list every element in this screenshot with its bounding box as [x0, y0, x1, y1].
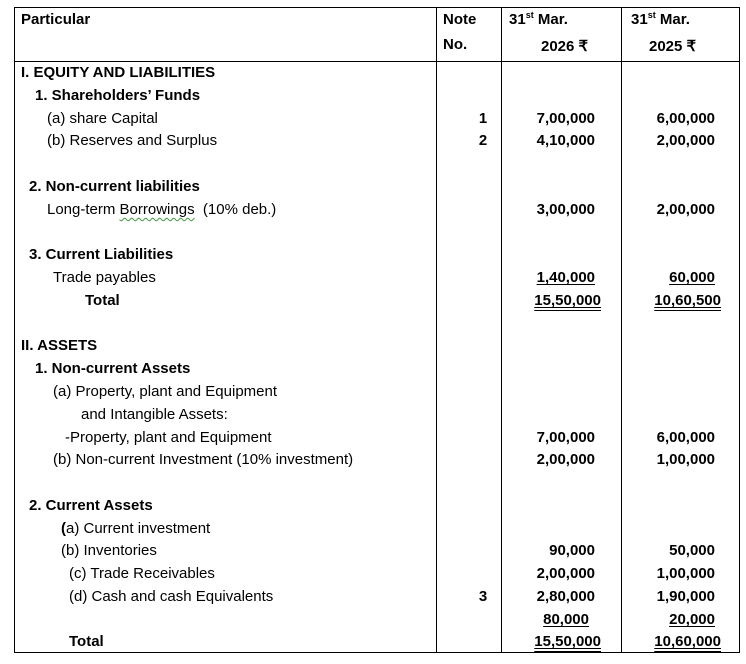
header-note-line1: Note	[443, 11, 477, 28]
noncurrent-liabilities-heading: 2. Non-current liabilities	[29, 178, 200, 195]
ppe-item-2026: 7,00,000	[536, 429, 595, 446]
share-capital-2025: 6,00,000	[656, 110, 715, 127]
trade-payables-2026: 1,40,000	[536, 269, 595, 286]
equity-total-2025: 10,60,500	[654, 292, 721, 309]
assets-total-2025: 10,60,000	[654, 633, 721, 650]
cash-2026: 2,80,000	[536, 588, 595, 605]
section-assets-heading: II. ASSETS	[21, 337, 98, 354]
reserves-note: 2	[478, 132, 488, 149]
inventories-label: (b) Inventories	[61, 542, 157, 559]
balance-sheet-table	[14, 7, 740, 653]
ppe-line2: and Intangible Assets:	[81, 406, 228, 423]
assets-total-label: Total	[69, 633, 104, 650]
ppe-item-2025: 6,00,000	[656, 429, 715, 446]
borrowings-label-post: (10% deb.)	[194, 201, 277, 218]
header-2026-sup: st	[525, 10, 534, 20]
assets-total-2026: 15,50,000	[534, 633, 601, 650]
trade-payables-label: Trade payables	[53, 269, 156, 286]
receivables-label: (c) Trade Receivables	[69, 565, 215, 582]
header-2025-month: Mar.	[655, 11, 690, 28]
borrowings-label	[47, 199, 276, 221]
share-capital-2026: 7,00,000	[536, 110, 595, 127]
column-divider	[436, 8, 437, 652]
current-investment-label	[61, 518, 210, 540]
column-divider	[501, 8, 502, 652]
header-2026-day: 31	[509, 11, 526, 28]
borrowings-label-pre: Long-term	[47, 201, 120, 218]
borrowings-2026: 3,00,000	[536, 201, 595, 218]
cash-label: (d) Cash and cash Equivalents	[69, 588, 274, 605]
trade-payables-2025: 60,000	[669, 269, 715, 286]
header-2025-sup: st	[647, 10, 656, 20]
column-divider	[621, 8, 622, 652]
noncurrent-investment-2025: 1,00,000	[656, 451, 715, 468]
noncurrent-assets-heading: 1. Non-current Assets	[35, 360, 191, 377]
current-liabilities-heading: 3. Current Liabilities	[29, 246, 174, 263]
header-2026-month: Mar.	[533, 11, 568, 28]
noncurrent-investment-2026: 2,00,000	[536, 451, 595, 468]
inventories-2025: 50,000	[669, 542, 715, 559]
shareholders-funds-heading: 1. Shareholders’ Funds	[35, 87, 201, 104]
borrowings-2025: 2,00,000	[656, 201, 715, 218]
borrowings-label-spellcheck: Borrowings	[119, 201, 195, 218]
header-2025-day: 31	[631, 11, 648, 28]
cash-note: 3	[478, 588, 488, 605]
header-2025-date	[631, 9, 690, 31]
inventories-2026: 90,000	[549, 542, 595, 559]
cash-2025: 1,90,000	[656, 588, 715, 605]
section-equity-heading: I. EQUITY AND LIABILITIES	[21, 64, 216, 81]
receivables-2026: 2,00,000	[536, 565, 595, 582]
header-2025-year: 2025 ₹	[649, 38, 697, 55]
header-particular: Particular	[21, 11, 91, 28]
equity-total-2026: 15,50,000	[534, 292, 601, 309]
reserves-label: (b) Reserves and Surplus	[47, 132, 218, 149]
reserves-2026: 4,10,000	[536, 132, 595, 149]
reserves-2025: 2,00,000	[656, 132, 715, 149]
current-assets-heading: 2. Current Assets	[29, 497, 153, 514]
current-investment-paren: (	[61, 520, 66, 537]
current-investment-text: a) Current investment	[66, 520, 211, 537]
header-2026-year: 2026 ₹	[541, 38, 589, 55]
noncurrent-investment-label: (b) Non-current Investment (10% investment)	[53, 451, 354, 468]
header-note-line2: No.	[443, 36, 468, 53]
share-capital-label: (a) share Capital	[47, 110, 158, 127]
receivables-2025: 1,00,000	[656, 565, 715, 582]
extra-2026: 80,000	[543, 611, 589, 628]
equity-total-label: Total	[85, 292, 120, 309]
ppe-line1: (a) Property, plant and Equipment	[53, 383, 278, 400]
share-capital-note: 1	[478, 110, 488, 127]
ppe-item-label: -Property, plant and Equipment	[65, 429, 272, 446]
header-2026-date	[509, 9, 568, 31]
extra-2025: 20,000	[669, 611, 715, 628]
